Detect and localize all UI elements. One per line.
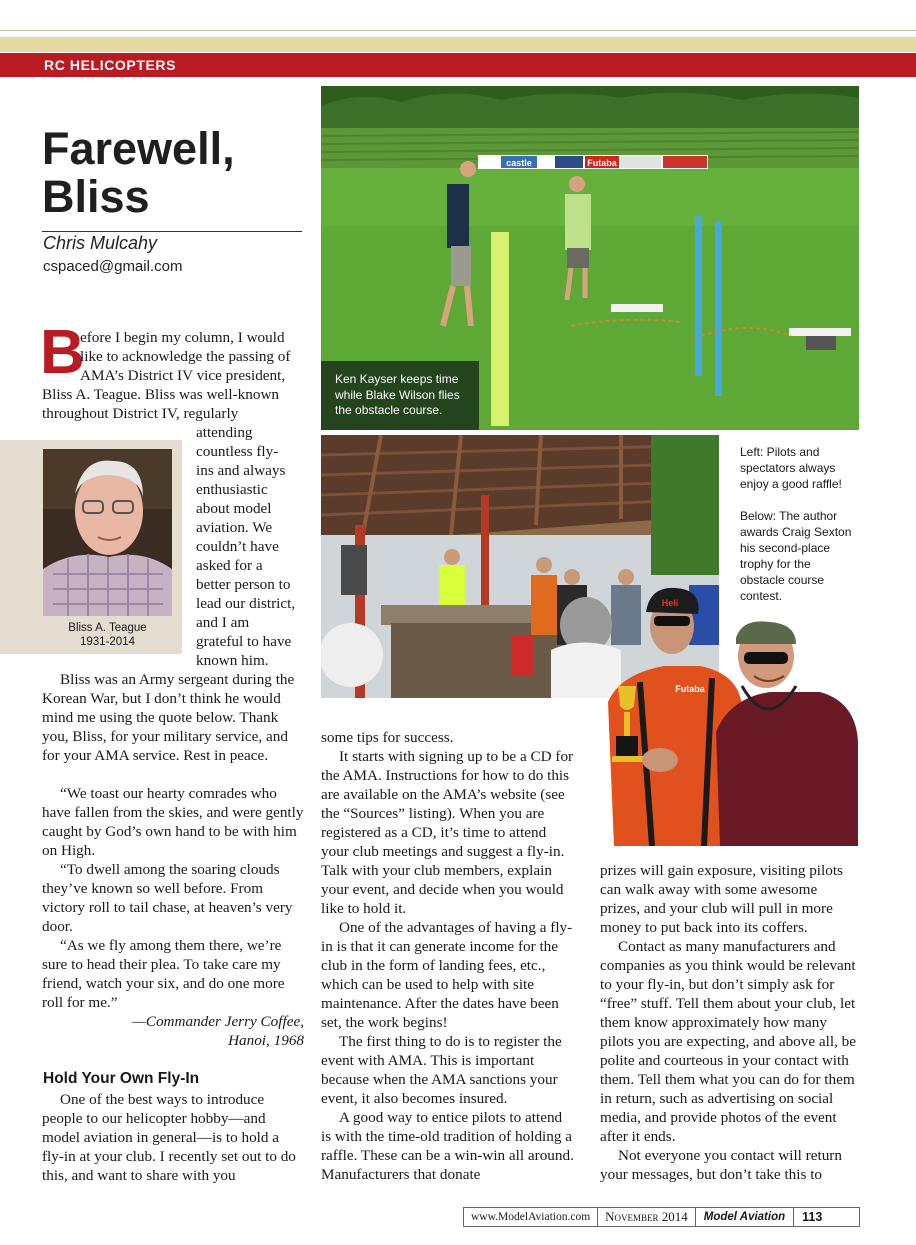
- poem-stanza: “As we fly among them there, we’re sure to head their plea. To take care my friend, watch your six, and do one more roll for me.”: [42, 937, 285, 1011]
- banner-futaba: Futaba: [587, 158, 617, 168]
- wrap-line: and I am: [196, 614, 250, 631]
- intro-lines: [42, 328, 304, 423]
- article-title: [42, 125, 312, 221]
- paragraph: One of the best ways to introduce people to our helicopter hobby—and model aviation in general—is to hold a fly-in at your club. I recently set out to do this, and want to share with you: [42, 1091, 296, 1184]
- wrap-line: couldn’t have: [196, 538, 279, 555]
- wrap-line: about model: [196, 500, 272, 517]
- footer-issue: November 2014: [598, 1208, 696, 1226]
- wrap-line: asked for a: [196, 557, 263, 574]
- intro-line: like to acknowledge the passing of: [80, 348, 291, 365]
- header-top-band: [0, 37, 916, 52]
- intro-line: Bliss A. Teague. Bliss was well-known: [42, 386, 280, 403]
- title-line-1: Farewell,: [42, 123, 235, 174]
- paragraph: It starts with signing up to be a CD for the AMA. Instructions for how to do this are available on the AMA’s website (see the “Sources” listing). When you are registered as a CD, it’s time to attend your club meetings and suggest a fly-in. Talk with your club members, explain your event, and decide when you would like to hold it.: [321, 748, 574, 917]
- wrap-line: countless fly-: [196, 443, 279, 460]
- section-label: RC HELICOPTERS: [44, 57, 177, 73]
- drop-cap: B: [40, 318, 85, 387]
- portrait-caption: [43, 621, 172, 649]
- portrait-box: [0, 440, 182, 654]
- intro-line: efore I begin my column, I would: [80, 329, 285, 346]
- hat-logo: Heli: [661, 598, 679, 608]
- wrap-line: enthusiastic: [196, 481, 268, 498]
- wrap-lines: [196, 423, 306, 670]
- subhead: Hold Your Own Fly-In: [43, 1070, 200, 1087]
- banner-castle: castle: [506, 158, 532, 168]
- raffle-caption: Left: Pilots and spectators always enjoy a good raffle!: [740, 445, 842, 491]
- paragraph: Contact as many manufacturers and companies as you think would be relevant to your fly-in, but don’t simply ask for “free” stuff. Tell them about your club, let them know approximately how many pilots you are expecting, and above all, be polite and courteous in your contact with them. Tell them what you can do for them in return, such as advertising on social media, and provide photos of the event after it ends.: [600, 938, 856, 1145]
- column-1-end: [42, 1090, 304, 1185]
- intro-line: AMA’s District IV vice president,: [80, 367, 286, 384]
- paragraph: Bliss was an Army sergeant during the Korean War, but I don’t think he would mind me using the quote below. Thank you, Bliss, for your military service, and for your AMA service. Rest in peace.: [42, 671, 295, 764]
- title-line-2: Bliss: [42, 171, 150, 222]
- title-rule: [42, 231, 302, 232]
- paragraph: prizes will gain exposure, visiting pilots can walk away with some awesome prizes, and your club will pull in more money to put back into its coffers.: [600, 862, 843, 936]
- paragraph: One of the advantages of having a fly-in is that it can generate income for the club in the form of landing fees, etc., which can be used to help with site maintenance. After the dates have been set, the work begins!: [321, 919, 573, 1031]
- section-bar: [0, 53, 916, 77]
- wrap-line: grateful to have: [196, 633, 292, 650]
- column-2-body: [321, 728, 575, 1184]
- portrait-photo: [43, 449, 172, 616]
- wrap-line: better person to: [196, 576, 291, 593]
- wrap-line: lead our district,: [196, 595, 296, 612]
- portrait-caption-years: 1931-2014: [80, 636, 135, 648]
- attribution-line: Hanoi, 1968: [228, 1032, 304, 1049]
- header-rule: [0, 30, 916, 31]
- poem-stanza: “To dwell among the soaring clouds they’ve known so well before. From victory roll to tail chase, at heaven’s very door.: [42, 861, 293, 935]
- footer-bar: [463, 1207, 860, 1227]
- author-email: cspaced@gmail.com: [43, 258, 183, 275]
- shirt-logo: Futaba: [675, 684, 705, 694]
- attribution-line: —Commander Jerry Coffee,: [132, 1013, 304, 1030]
- poem-attribution: [42, 1012, 304, 1050]
- paragraph: A good way to entice pilots to attend is with the time-old tradition of holding a raffle. These can be a win-win all around. Manufacturers that donate: [321, 1109, 574, 1183]
- wrap-line: attending: [196, 424, 253, 441]
- field-photo: [321, 86, 859, 430]
- sponsor-banners: [478, 155, 708, 169]
- column-1-body: [42, 670, 304, 1050]
- wrap-line: ins and always: [196, 462, 286, 479]
- footer-website[interactable]: www.ModelAviation.com: [464, 1208, 598, 1226]
- wrap-line: aviation. We: [196, 519, 273, 536]
- page-number: 113: [802, 1210, 823, 1224]
- author-name: Chris Mulcahy: [43, 233, 158, 253]
- footer-magazine: Model Aviation: [696, 1208, 794, 1226]
- portrait-caption-name: Bliss A. Teague: [68, 622, 147, 634]
- paragraph: some tips for success.: [321, 729, 454, 746]
- poem-stanza: “We toast our hearty comrades who have fallen from the skies, and were gently caught by God’s own hand to be with him on High.: [42, 785, 304, 859]
- column-3-body: [600, 861, 858, 1184]
- trophy-caption: Below: The author awards Craig Sexton his second-place trophy for the obstacle course contest.: [740, 509, 852, 603]
- intro-line: throughout District IV, regularly: [42, 405, 239, 422]
- field-photo-caption: Ken Kayser keeps time while Blake Wilson flies the obstacle course.: [321, 361, 479, 430]
- wrap-line: known him.: [196, 652, 269, 669]
- paragraph: Not everyone you contact will return your messages, but don’t take this to: [600, 1147, 842, 1183]
- paragraph: The first thing to do is to register the event with AMA. This is important because when the AMA sanctions your event, it also becomes insured.: [321, 1033, 562, 1107]
- trophy-photo: [600, 582, 860, 846]
